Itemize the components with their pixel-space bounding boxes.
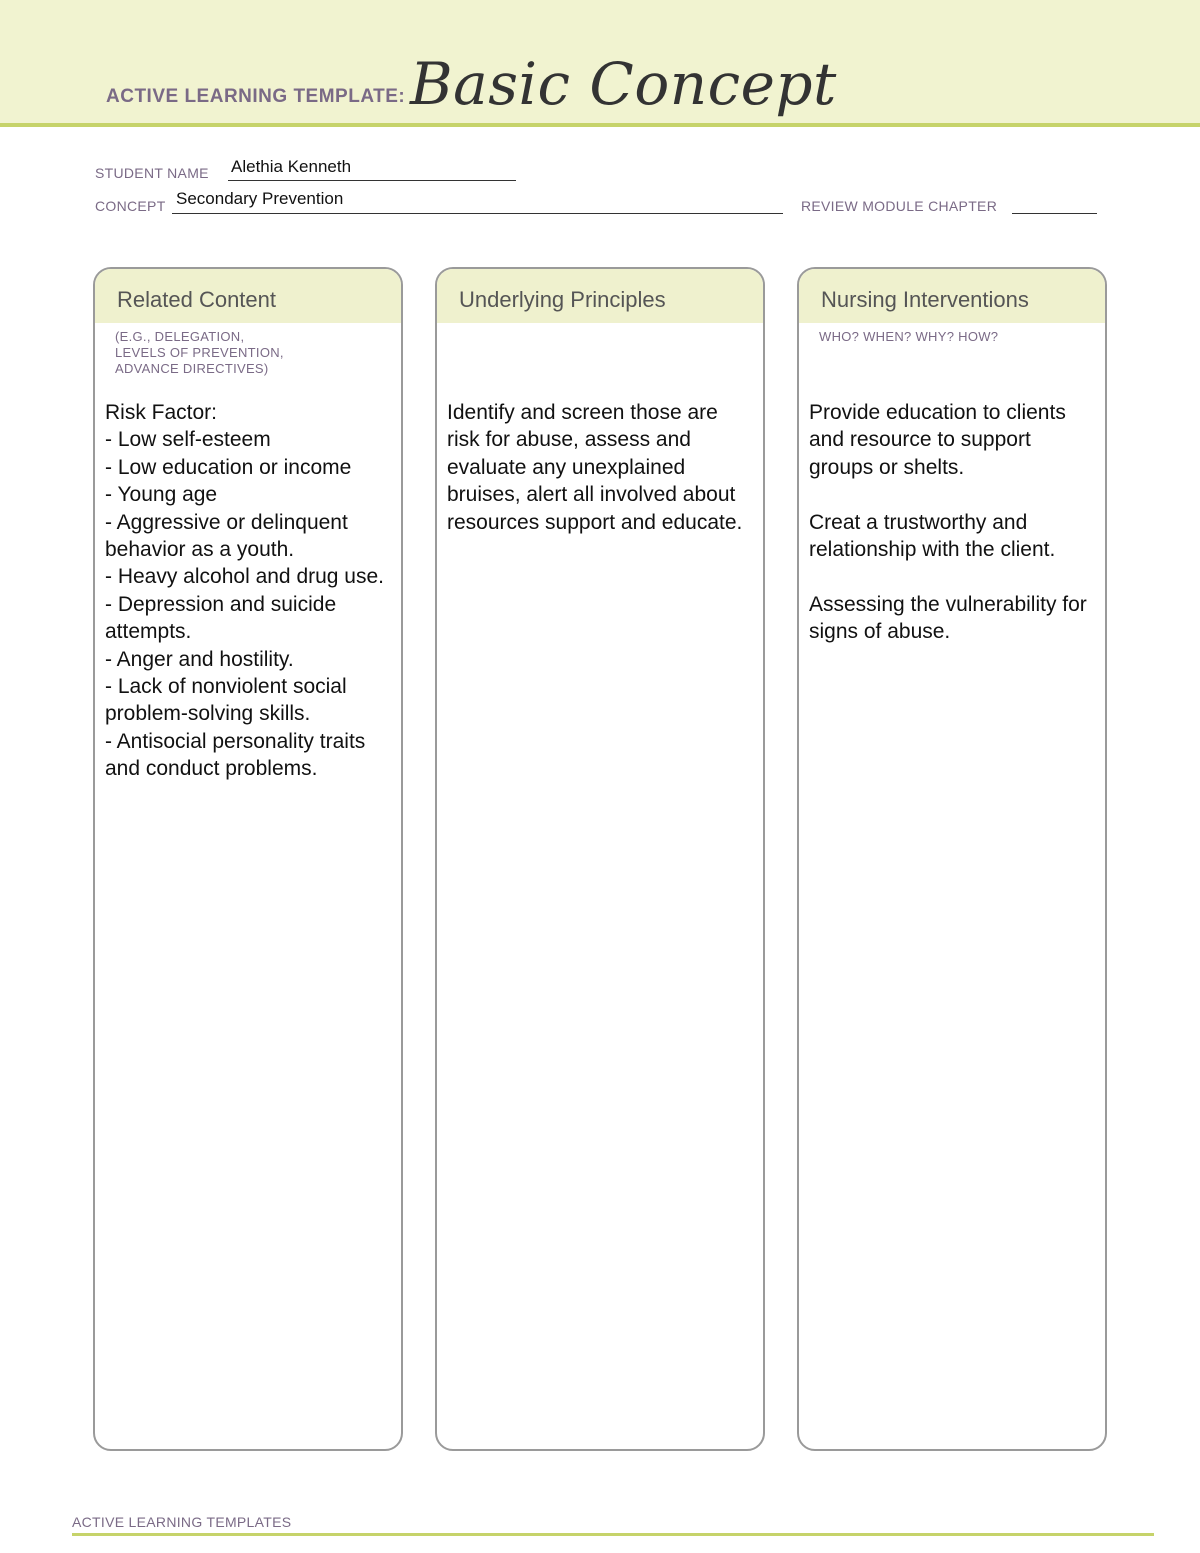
nursing-interventions-text[interactable]: Provide education to clients and resource to support groups or shelts. Creat a trustworthy and relationship with the client. Assessing the vulnerability for signs of abuse. bbox=[809, 401, 1087, 644]
nursing-interventions-column bbox=[797, 267, 1107, 1451]
concept-label: CONCEPT bbox=[95, 198, 166, 214]
related-content-hint-line: LEVELS OF PREVENTION, bbox=[115, 345, 284, 360]
concept-field[interactable]: Secondary Prevention bbox=[176, 189, 344, 208]
review-module-underline bbox=[1012, 212, 1097, 214]
footer-divider bbox=[72, 1533, 1154, 1536]
related-content-hint-line: (E.G., DELEGATION, bbox=[115, 329, 245, 344]
nursing-interventions-hint bbox=[799, 323, 1105, 345]
header-divider bbox=[0, 123, 1200, 127]
template-label: ACTIVE LEARNING TEMPLATE: bbox=[106, 86, 406, 107]
related-content-hint bbox=[95, 323, 401, 377]
student-name-label: STUDENT NAME bbox=[95, 165, 209, 181]
nursing-interventions-hint-line: WHO? WHEN? WHY? HOW? bbox=[819, 329, 999, 344]
related-content-title: Related Content bbox=[95, 269, 401, 323]
student-name-field[interactable]: Alethia Kenneth bbox=[231, 157, 352, 176]
nursing-interventions-title: Nursing Interventions bbox=[799, 269, 1105, 323]
page-title: Basic Concept bbox=[410, 50, 837, 118]
related-content-hint-line: ADVANCE DIRECTIVES) bbox=[115, 361, 269, 376]
related-content-text[interactable]: Risk Factor: - Low self-esteem - Low education or income - Young age - Aggressive or delinquent behavior as a youth. - Heavy alcohol and drug use. - Depression and suicide attempts. - Anger and hostility. - Lack of nonviolent social problem-solving skills. - Antisocial personality traits and conduct problems. bbox=[105, 401, 384, 781]
underlying-principles-title: Underlying Principles bbox=[437, 269, 763, 323]
concept-underline bbox=[172, 212, 783, 214]
related-content-column bbox=[93, 267, 403, 1451]
underlying-principles-text[interactable]: Identify and screen those are risk for abuse, assess and evaluate any unexplained bruises, alert all involved about resources support and educate. bbox=[447, 401, 743, 534]
footer-label: ACTIVE LEARNING TEMPLATES bbox=[72, 1514, 292, 1530]
underlying-principles-column bbox=[435, 267, 765, 1451]
student-name-underline bbox=[228, 179, 516, 181]
review-module-label: REVIEW MODULE CHAPTER bbox=[801, 198, 998, 214]
